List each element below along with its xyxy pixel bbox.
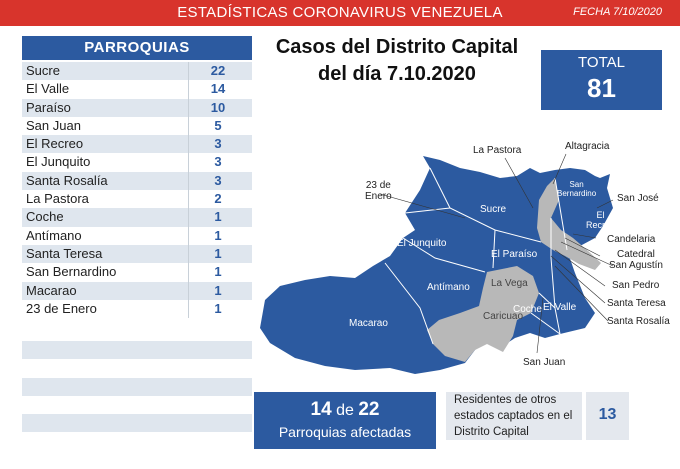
parroquia-count: 3 — [214, 172, 222, 188]
parroquia-name: Santa Teresa — [26, 245, 103, 261]
parroquia-name: Paraíso — [26, 99, 71, 115]
parroquias-rows — [22, 62, 252, 318]
map-label-23-de-enero — [365, 180, 392, 202]
map-label-el-recreo-line1: El — [596, 210, 605, 220]
map-label-sucre: Sucre — [480, 204, 507, 215]
residents-line-3: Distrito Capital — [454, 426, 529, 438]
map-label-macarao: Macarao — [349, 318, 388, 329]
parroquia-name: San Juan — [26, 117, 81, 133]
parroquia-row — [22, 227, 252, 245]
map-label-san-juan: San Juan — [523, 357, 566, 368]
map-label-san-agustin: San Agustín — [609, 260, 663, 271]
parroquia-count: 1 — [214, 264, 222, 280]
parroquia-row — [22, 300, 252, 318]
heading-line-1: Casos del Distrito Capital — [275, 36, 519, 58]
heading-line-2: del día 7.10.2020 — [318, 63, 476, 85]
parroquia-name: Santa Rosalía — [26, 172, 108, 188]
parroquia-count: 1 — [214, 300, 222, 316]
parroquia-row — [22, 208, 252, 226]
parroquia-count: 2 — [214, 191, 222, 207]
parroquia-count: 3 — [214, 154, 222, 170]
parroquia-row — [22, 117, 252, 135]
map-label-san-bernardino-line2: Bernardino — [557, 189, 597, 198]
parroquia-name: Sucre — [26, 63, 60, 78]
parroquia-count: 1 — [214, 209, 222, 225]
map-label-el-recreo-line2: Recreo — [586, 220, 616, 230]
filler-row — [22, 432, 252, 450]
parroquia-count: 14 — [210, 81, 226, 97]
parroquia-row — [22, 99, 252, 117]
top-banner — [0, 0, 680, 26]
affected-count: 14 — [310, 399, 332, 420]
district-map — [255, 138, 680, 378]
map-label-san-pedro: San Pedro — [612, 280, 660, 291]
total-label: TOTAL — [578, 54, 625, 71]
filler-row — [22, 359, 252, 377]
total-box — [541, 50, 662, 110]
parroquia-name: La Pastora — [26, 191, 89, 207]
filler-row — [22, 414, 252, 432]
map-label-san-jose: San José — [617, 193, 659, 204]
map-label-santa-teresa: Santa Teresa — [607, 298, 666, 309]
parroquia-row — [22, 80, 252, 98]
affected-label: Parroquias afectadas — [278, 424, 412, 440]
parroquia-count: 22 — [210, 63, 226, 78]
map-label-el-paraiso: El Paraíso — [491, 249, 538, 260]
map-label-la-vega: La Vega — [491, 278, 528, 289]
map-label-el-recreo — [586, 210, 615, 230]
map-label-el-junquito: El Junquito — [397, 238, 447, 249]
table-filler — [22, 341, 252, 461]
banner-title: ESTADÍSTICAS CORONAVIRUS VENEZUELA — [177, 4, 503, 21]
filler-row — [22, 341, 252, 359]
affected-count-line — [254, 399, 436, 421]
parroquia-name: Antímano — [26, 227, 82, 243]
parroquia-name: Macarao — [26, 282, 77, 298]
map-label-altagracia: Altagracia — [565, 141, 610, 152]
filler-row — [22, 378, 252, 396]
parroquia-name: El Junquito — [26, 154, 91, 170]
residents-value: 13 — [598, 406, 617, 423]
residents-line-1: Residentes de otros — [454, 394, 557, 406]
map-label-el-valle: El Valle — [543, 302, 577, 313]
parroquia-row — [22, 263, 252, 281]
total-value: 81 — [587, 73, 616, 103]
parroquia-name: El Recreo — [26, 136, 84, 152]
page-heading — [262, 34, 532, 88]
parroquia-row — [22, 282, 252, 300]
affected-total: 22 — [358, 399, 380, 420]
parroquia-name: San Bernardino — [26, 264, 117, 280]
parroquia-count: 1 — [214, 245, 222, 261]
map-label-la-pastora: La Pastora — [473, 145, 522, 156]
affected-box — [254, 392, 436, 449]
banner-date: FECHA 7/10/2020 — [573, 6, 662, 18]
parroquia-count: 10 — [210, 99, 226, 115]
parroquia-count: 1 — [214, 227, 222, 243]
map-label-san-bernardino-line1: San — [569, 180, 584, 189]
parroquia-row — [22, 190, 252, 208]
parroquia-row — [22, 153, 252, 171]
parroquia-count: 3 — [214, 136, 222, 152]
map-label-caricuao: Caricuao — [483, 311, 524, 322]
parroquia-count: 5 — [214, 117, 222, 133]
parroquias-header: PARROQUIAS — [22, 36, 252, 60]
parroquia-row — [22, 135, 252, 153]
parroquia-name: 23 de Enero — [26, 300, 97, 316]
map-label-antimano: Antímano — [427, 282, 470, 293]
map-label-23-de-enero-line1: 23 de — [365, 180, 391, 191]
residents-line-2: estados captados en el — [454, 410, 573, 422]
parroquia-name: El Valle — [26, 81, 70, 97]
residents-text — [454, 392, 582, 440]
parroquia-row — [22, 245, 252, 263]
map-label-23-de-enero-line2: Enero — [365, 191, 392, 202]
filler-row — [22, 396, 252, 414]
map-label-catedral: Catedral — [617, 249, 655, 260]
map-label-santa-rosalia: Santa Rosalía — [607, 316, 670, 327]
map-label-coche: Coche — [513, 304, 542, 315]
residents-box — [446, 392, 629, 440]
map-label-candelaria: Candelaria — [607, 234, 656, 245]
affected-connector: de — [336, 402, 354, 419]
map-label-san-bernardino — [557, 180, 596, 198]
parroquia-count: 1 — [214, 282, 222, 298]
parroquia-row — [22, 172, 252, 190]
parroquia-row — [22, 62, 252, 80]
parroquias-table — [22, 36, 252, 468]
parroquia-name: Coche — [26, 209, 64, 225]
